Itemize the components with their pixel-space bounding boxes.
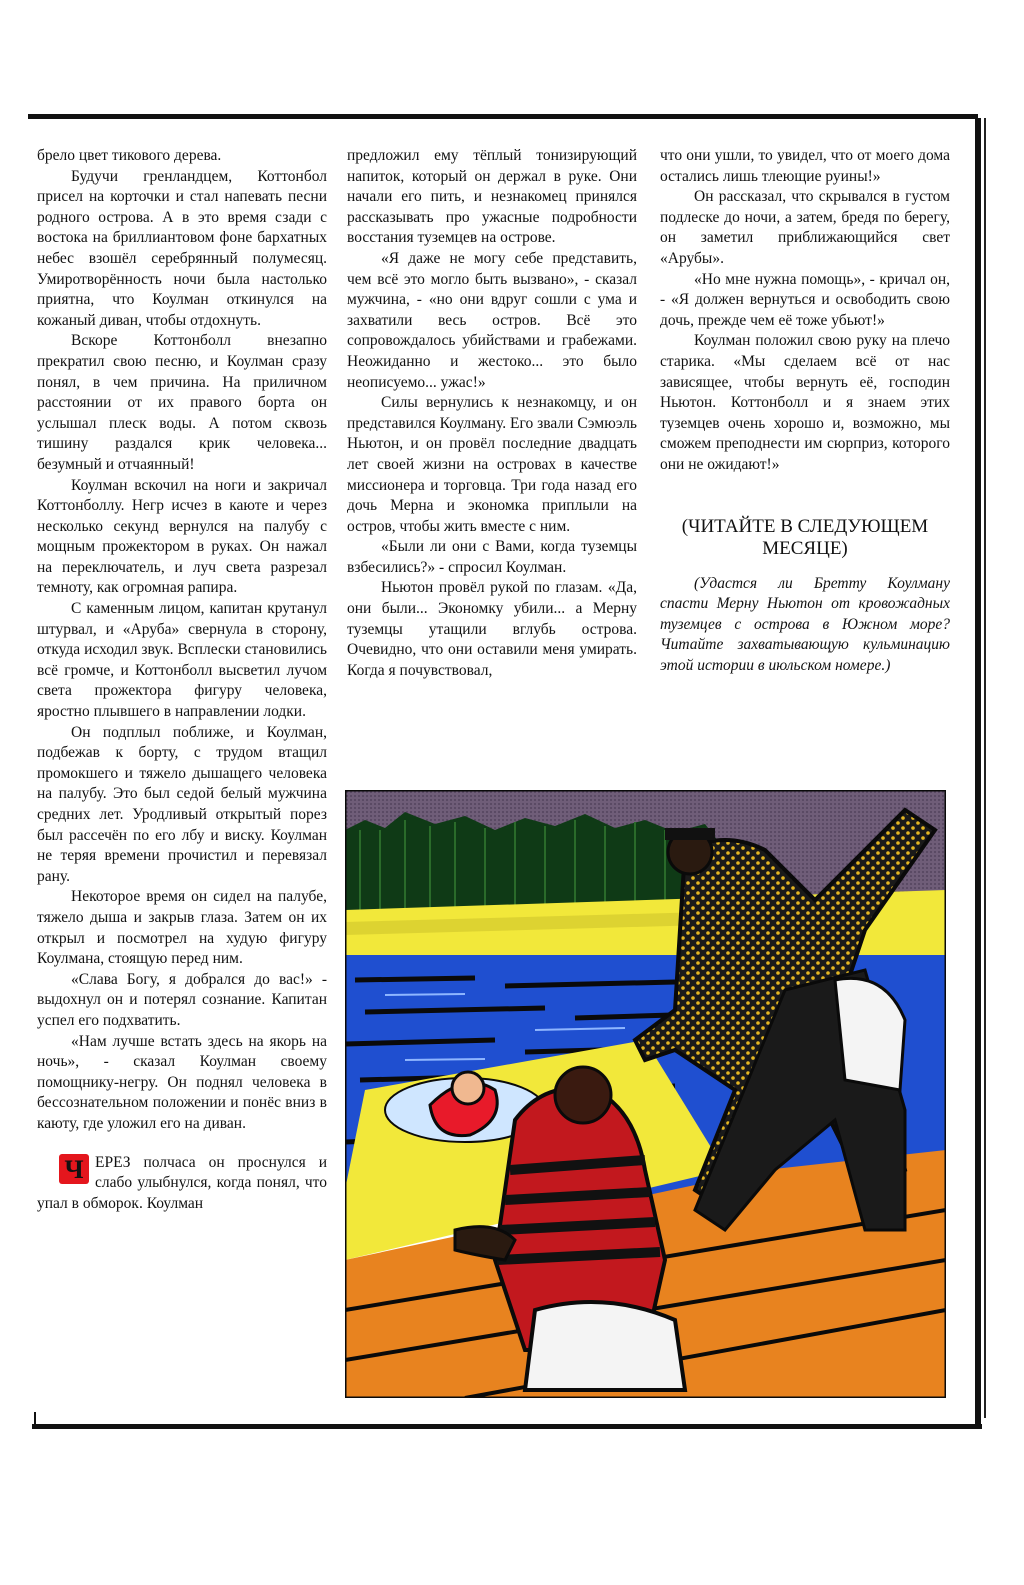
paragraph: Ньютон провёл рукой по глазам. «Да, они были... Экономку убили... а Мерну туземцы утащили вглубь острова. Очевидно, что они оставили меня умирать. Когда я почувствовал, bbox=[347, 579, 637, 679]
dropcap-paragraph-text: ЕРЕЗ полчаса он проснулся и слабо улыбнулся, когда понял, что упал в обморок. Коулман bbox=[37, 1153, 327, 1212]
frame-top-border bbox=[28, 114, 978, 119]
paragraph: «Я даже не могу себе представить, чем всё это могло быть вызвано», - сказал мужчина, - «но они вдруг сошли с ума и захватили весь остров. Всё это сопровождалось убийствами и грабежами. Неожиданно и жестоко... это было неописуемо... ужас!» bbox=[347, 249, 637, 391]
paragraph: С каменным лицом, капитан крутанул штурвал, и «Аруба» свернула в сторону, откуда исходил звук. Всплески становились всё громче, и Коттонболл высветил лучом света прожектора фигуру человека, яростно плывшего в направлении лодки. bbox=[37, 600, 327, 721]
paragraph: брело цвет тикового дерева. bbox=[37, 147, 222, 164]
paragraph: Коулман вскочил на ноги и закричал Коттонболлу. Негр исчез в каюте и через несколько секунд вернулся на палубу с мощным прожектором в руках. Он нажал на переключатель, и луч света разрезал темноту, как огромная рапира. bbox=[37, 476, 327, 597]
paragraph: Вскоре Коттонболл внезапно прекратил свою песню, и Коулман сразу понял, в чем причина. На приличном расстоянии от их правого борта он услышал плеск воды. А потом сквозь тишину раздался крик человека... безумный и отчаянный! bbox=[37, 332, 327, 473]
paragraph: «Нам лучше встать здесь на якорь на ночь», - сказал Коулман своему помощнику-негру. Он поднял человека в бессознательном положении и понёс вниз в каюту, где уложил его на диван. bbox=[37, 1032, 327, 1132]
paragraph: «Были ли они с Вами, когда туземцы взбесились?» - спросил Коулман. bbox=[347, 538, 637, 576]
swimmer-head bbox=[452, 1072, 484, 1104]
frame-bottom-border bbox=[32, 1424, 982, 1429]
next-issue-teaser: (Удастся ли Бретту Коулману спасти Мерну Ньютон от кровожадных туземцев с острова в Южном море? Читайте захватывающую кульминацию этой истории в июльском номере.) bbox=[660, 574, 950, 674]
text-column-3 bbox=[660, 146, 950, 746]
paragraph: Некоторое время он сидел на палубе, тяжело дыша и закрыв глаза. Затем он их открыл и посмотрел на худую фигуру Коулмана, стоящую перед ним. bbox=[37, 888, 327, 968]
text-column-2 bbox=[347, 146, 637, 772]
frame-left-tick bbox=[34, 1412, 36, 1428]
captain-cap bbox=[665, 828, 715, 840]
paragraph: Он рассказал, что скрывался в густом подлеске до ночи, а затем, бредя по берегу, он заметил приближающийся свет «Арубы». bbox=[660, 188, 950, 267]
dropcap-paragraph bbox=[37, 1153, 327, 1215]
paragraph: Будучи гренландцем, Коттонбол присел на корточки и стал напевать песни родного острова. А в это время сзади с востока на бриллиантовом фоне бархатных небес взошёл серебрянный полумесяц. Умиротворённость ночи была настолько приятна, что Коулман откинулся на кожаный диван, чтобы отдохнуть. bbox=[37, 167, 327, 329]
paragraph: предложил ему тёплый тонизирующий напиток, который он держал в руке. Они начали его пить, и незнакомец принялся рассказывать про ужасные подробности восстания туземцев на острове. bbox=[347, 147, 637, 247]
text-column-1 bbox=[37, 146, 327, 1386]
sailor-head bbox=[555, 1067, 611, 1123]
paragraph: что они ушли, то увидел, что от моего дома остались лишь тлеющие руины!» bbox=[660, 147, 950, 185]
drop-cap-letter: Ч bbox=[59, 1154, 89, 1184]
paragraph: Коулман положил свою руку на плечо старика. «Мы сделаем всё от нас зависящее, чтобы вернуть её, господин Ньютон. Коттонболл и я знаем этих туземцев очень хорошо и, возможно, мы сможем преподнести им сюрприз, которого они не ожидают!» bbox=[660, 332, 950, 473]
frame-right-border bbox=[975, 118, 981, 1428]
sailor-trousers bbox=[525, 1302, 685, 1390]
frame-right-border-inner bbox=[984, 118, 986, 1418]
paragraph: Силы вернулись к незнакомцу, и он представился Коулману. Его звали Сэмюэль Ньютон, и он провёл последние двадцать лет своей жизни на островах в качестве миссионера и торговца. Три года назад его дочь Мерна и экономка приплыли на остров, чтобы жить вместе с ним. bbox=[347, 394, 637, 535]
paragraph: «Слава Богу, я добрался до вас!» - выдохнул он и потерял сознание. Капитан успел его подхватить. bbox=[37, 970, 327, 1029]
paragraph: «Но мне нужна помощь», - кричал он, - «Я должен вернуться и освободить свою дочь, прежде чем её тоже убьют!» bbox=[660, 270, 950, 329]
rescue-scene-image bbox=[345, 790, 946, 1398]
comic-illustration bbox=[345, 790, 946, 1398]
paragraph: Он подплыл поближе, и Коулман, подбежав к борту, с трудом втащил промокшего и тяжело дышащего человека на палубу. Это был седой белый мужчина средних лет. Уродливый открытый порез был рассечён по его лбу и виску. Коулман не теряя времени прочистил и перевязал рану. bbox=[37, 723, 327, 885]
next-issue-heading: (ЧИТАЙТЕ В СЛЕДУЮЩЕМ МЕСЯЦЕ) bbox=[681, 515, 929, 559]
